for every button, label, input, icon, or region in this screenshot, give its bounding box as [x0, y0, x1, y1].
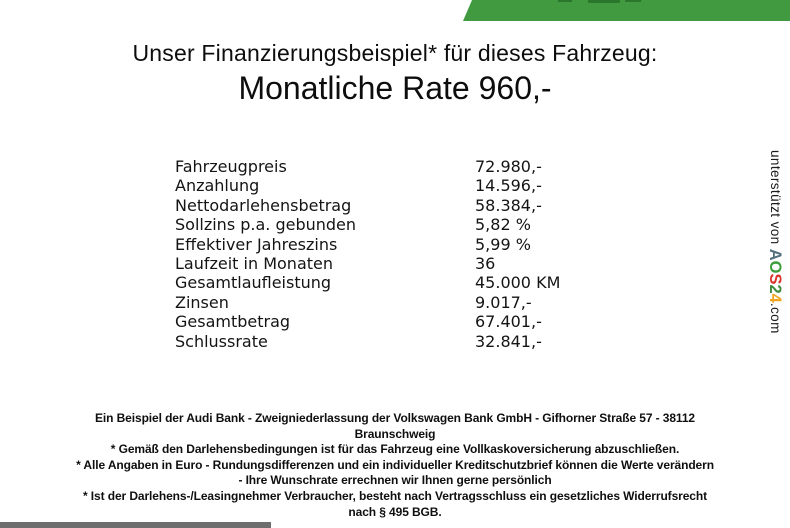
row-label: Schlussrate — [175, 331, 268, 351]
row-label: Gesamtlaufleistung — [175, 273, 332, 293]
row-label: Sollzins p.a. gebunden — [175, 215, 357, 235]
row-label: Nettodarlehensbetrag — [175, 195, 352, 215]
table-row — [175, 273, 605, 292]
footnote-line: nach § 495 BGB. — [348, 504, 442, 519]
row-label: Zinsen — [175, 292, 229, 312]
table-row — [175, 293, 605, 312]
monthly-rate-subtitle: Monatliche Rate 960,- — [238, 70, 552, 106]
logo-letter: S — [766, 273, 784, 285]
bottom-divider-bar — [0, 522, 271, 528]
table-row — [175, 215, 605, 234]
row-value: 5,82 % — [475, 215, 531, 235]
table-row — [175, 196, 605, 215]
footnote-line: * Ist der Darlehens-/Leasingnehmer Verbraucher, besteht nach Vertragsschluss ein gesetzliches Widerrufsrecht — [83, 488, 707, 503]
row-value: 9.017,- — [475, 292, 532, 312]
table-row — [175, 332, 605, 351]
logo-letter: 2 — [766, 284, 784, 294]
headline-block — [0, 40, 790, 106]
footnote-line: Braunschweig — [354, 426, 436, 441]
footnote-line: * Gemäß den Darlehensbedingungen ist für das Fahrzeug eine Vollkaskoversicherung abzuschließen. — [110, 442, 680, 457]
sidebar-credit-link[interactable] — [765, 150, 784, 380]
logo-letter: A — [766, 248, 784, 261]
page-title: Unser Finanzierungsbeispiel* für dieses Fahrzeug: — [132, 40, 658, 66]
row-value: 45.000 KM — [475, 273, 561, 293]
banner-text-remnant — [588, 0, 620, 3]
row-value: 5,99 % — [475, 234, 531, 254]
row-label: Effektiver Jahreszins — [175, 234, 338, 254]
row-value: 58.384,- — [475, 195, 542, 215]
table-row — [175, 176, 605, 195]
financing-table — [175, 157, 605, 351]
table-row — [175, 157, 605, 176]
aos24-logo — [766, 249, 784, 303]
sidebar-credit-suffix: .com — [768, 302, 783, 334]
table-row — [175, 312, 605, 331]
row-value: 32.841,- — [475, 331, 542, 351]
row-label: Fahrzeugpreis — [175, 157, 287, 176]
banner-text-remnant — [558, 0, 572, 2]
green-corner-banner — [455, 0, 790, 21]
row-value: 72.980,- — [475, 157, 542, 176]
footnote-line: - Ihre Wunschrate errechnen wir Ihnen gerne persönlich — [238, 473, 552, 488]
logo-letter: O — [766, 260, 784, 274]
footnote-line: * Alle Angaben in Euro - Rundungsdifferenzen und ein individueller Kreditschutzbrief können die Werte verändern — [76, 457, 714, 472]
row-value: 14.596,- — [475, 176, 542, 196]
table-row — [175, 235, 605, 254]
footnotes-block — [0, 411, 790, 520]
logo-letter: 4 — [766, 293, 784, 303]
row-value: 67.401,- — [475, 312, 542, 332]
sidebar-credit-prefix: unterstützt von — [768, 150, 783, 249]
row-value: 36 — [475, 253, 496, 273]
row-label: Anzahlung — [175, 176, 260, 196]
table-row — [175, 254, 605, 273]
row-label: Gesamtbetrag — [175, 312, 291, 332]
footnote-line: Ein Beispiel der Audi Bank - Zweigniederlassung der Volkswagen Bank GmbH - Gifhorner Straße 57 - 38112 — [95, 411, 695, 425]
row-label: Laufzeit in Monaten — [175, 253, 334, 273]
banner-text-remnant — [625, 0, 641, 2]
